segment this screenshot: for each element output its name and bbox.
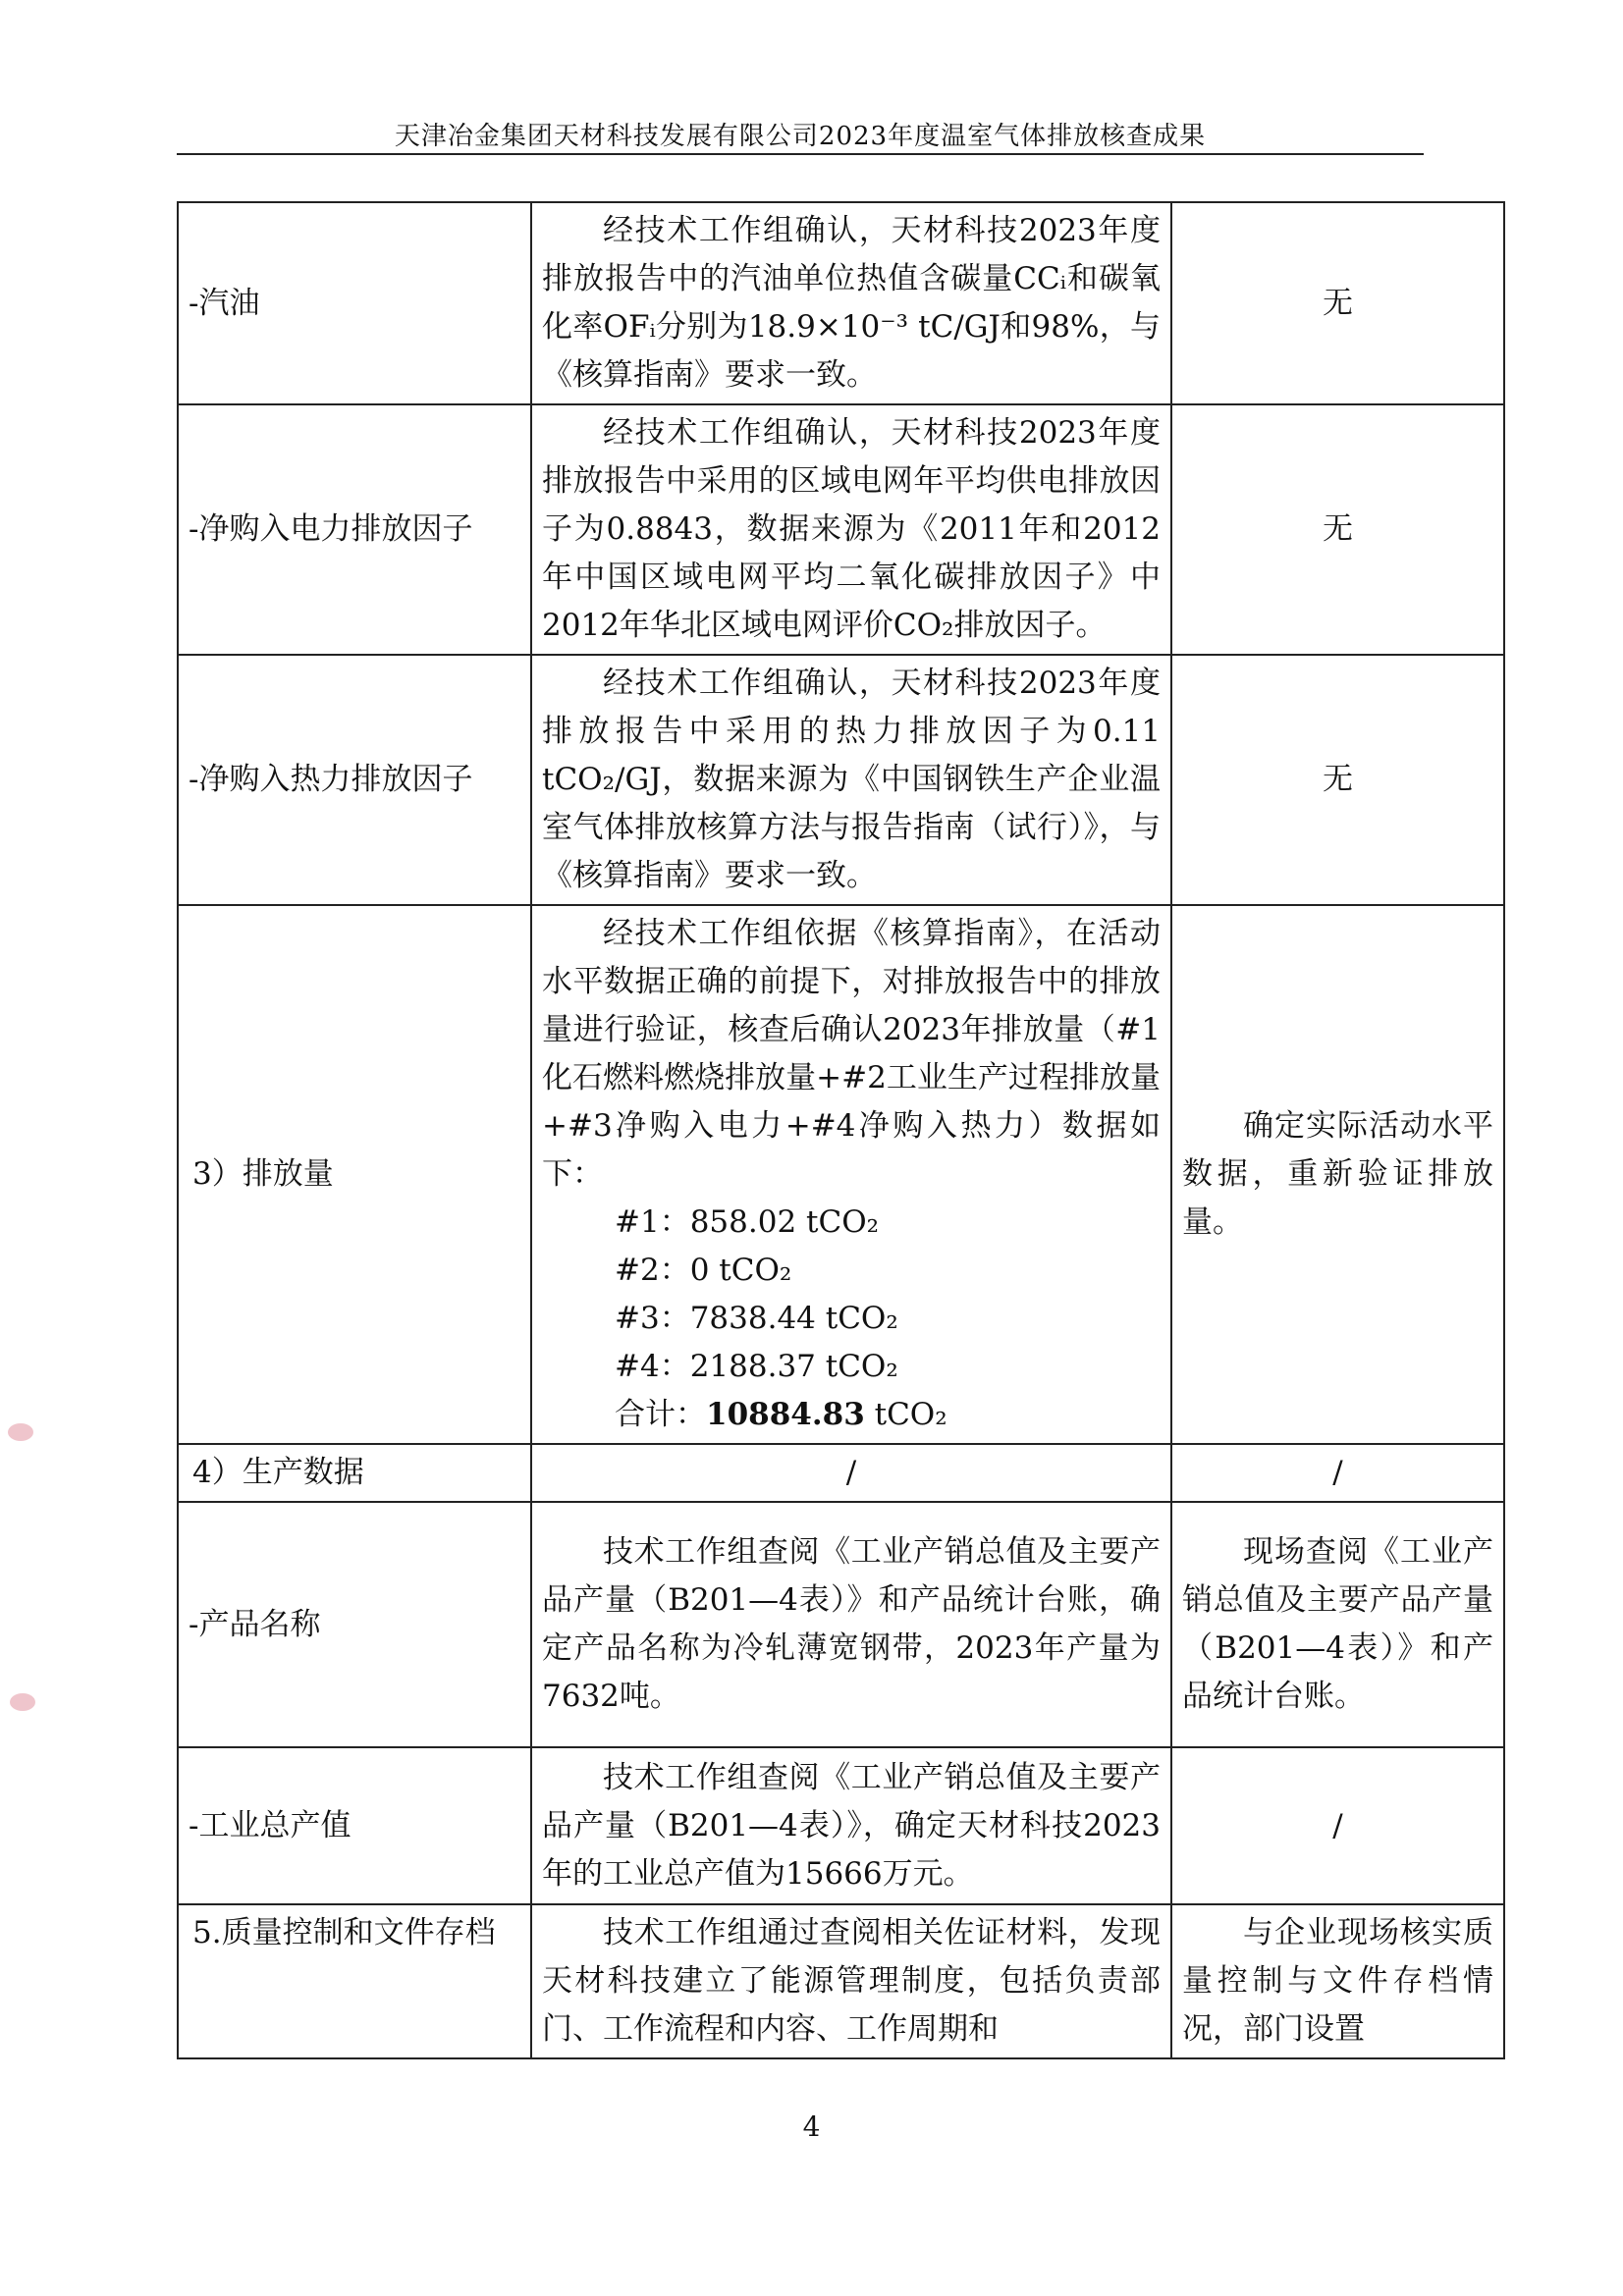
scan-mark bbox=[8, 1423, 33, 1441]
header-rule bbox=[177, 153, 1424, 155]
emission-row bbox=[178, 905, 1504, 1444]
quality-content: 技术工作组通过查阅相关佐证材料，发现天材科技建立了能源管理制度，包括负责部门、工作流程和内容、工作周期和 bbox=[531, 1904, 1171, 2058]
emission-item-2: #2：0 tCO₂ bbox=[615, 1253, 792, 1288]
row-note: 无 bbox=[1171, 202, 1504, 404]
row-label: -净购入电力排放因子 bbox=[178, 404, 531, 655]
emission-content: 经技术工作组依据《核算指南》，在活动水平数据正确的前提下，对排放报告中的排放量进行验证，核查后确认2023年排放量（#1化石燃料燃烧排放量+#2工业生产过程排放量+#3净购入电力+#4净购入热力）数据如下： #1：858.02 tCO₂ #2：0 tCO₂ #3：7838.44 tCO₂ #4：2188.37 tCO₂ 合计：10884.83 tCO₂ bbox=[531, 905, 1171, 1444]
quality-label: 5.质量控制和文件存档 bbox=[178, 1904, 531, 2058]
production-label: 4）生产数据 bbox=[178, 1444, 531, 1502]
product-name-content: 技术工作组查阅《工业产销总值及主要产品产量（B201—4表）》和产品统计台账，确定产品名称为冷轧薄宽钢带，2023年产量为7632吨。 bbox=[531, 1502, 1171, 1747]
row-note: 无 bbox=[1171, 404, 1504, 655]
quality-note: 与企业现场核实质量控制与文件存档情况，部门设置 bbox=[1171, 1904, 1504, 2058]
output-value-row bbox=[178, 1747, 1504, 1904]
table-row bbox=[178, 404, 1504, 655]
product-name-row bbox=[178, 1502, 1504, 1747]
product-name-label: -产品名称 bbox=[178, 1502, 531, 1747]
production-content: / bbox=[531, 1444, 1171, 1502]
row-content: 经技术工作组确认，天材科技2023年度排放报告中采用的热力排放因子为0.11 tCO₂/GJ，数据来源为《中国钢铁生产企业温室气体排放核算方法与报告指南（试行）》，与《核算指南》要求一致。 bbox=[531, 655, 1171, 905]
emission-item-3: #3：7838.44 tCO₂ bbox=[615, 1301, 898, 1336]
emission-label: 3）排放量 bbox=[178, 905, 531, 1444]
production-note: / bbox=[1171, 1444, 1504, 1502]
row-content: 经技术工作组确认，天材科技2023年度排放报告中的汽油单位热值含碳量CCᵢ和碳氧化率OFᵢ分别为18.9×10⁻³ tC/GJ和98%，与《核算指南》要求一致。 bbox=[531, 202, 1171, 404]
row-label: -净购入热力排放因子 bbox=[178, 655, 531, 905]
quality-row bbox=[178, 1904, 1504, 2058]
verification-table bbox=[177, 201, 1505, 2059]
table-row bbox=[178, 655, 1504, 905]
table-row bbox=[178, 202, 1504, 404]
emission-item-4: #4：2188.37 tCO₂ bbox=[615, 1349, 898, 1384]
page-header-title: 天津冶金集团天材科技发展有限公司2023年度温室气体排放核查成果 bbox=[394, 122, 1207, 151]
output-value-label: -工业总产值 bbox=[178, 1747, 531, 1904]
emission-total: 合计：10884.83 tCO₂ bbox=[615, 1397, 947, 1432]
page-number: 4 bbox=[802, 2110, 821, 2143]
row-content: 经技术工作组确认，天材科技2023年度排放报告中采用的区域电网年平均供电排放因子为0.8843，数据来源为《2011年和2012年中国区域电网平均二氧化碳排放因子》中2012年华北区域电网评价CO₂排放因子。 bbox=[531, 404, 1171, 655]
output-value-note: / bbox=[1171, 1747, 1504, 1904]
emission-item-1: #1：858.02 tCO₂ bbox=[615, 1204, 880, 1240]
emission-note: 确定实际活动水平数据，重新验证排放量。 bbox=[1171, 905, 1504, 1444]
output-value-content: 技术工作组查阅《工业产销总值及主要产品产量（B201—4表）》，确定天材科技2023年的工业总产值为15666万元。 bbox=[531, 1747, 1171, 1904]
row-label: -汽油 bbox=[178, 202, 531, 404]
product-name-note: 现场查阅《工业产销总值及主要产品产量（B201—4表）》和产品统计台账。 bbox=[1171, 1502, 1504, 1747]
row-note: 无 bbox=[1171, 655, 1504, 905]
scan-mark bbox=[10, 1693, 35, 1711]
production-row bbox=[178, 1444, 1504, 1502]
